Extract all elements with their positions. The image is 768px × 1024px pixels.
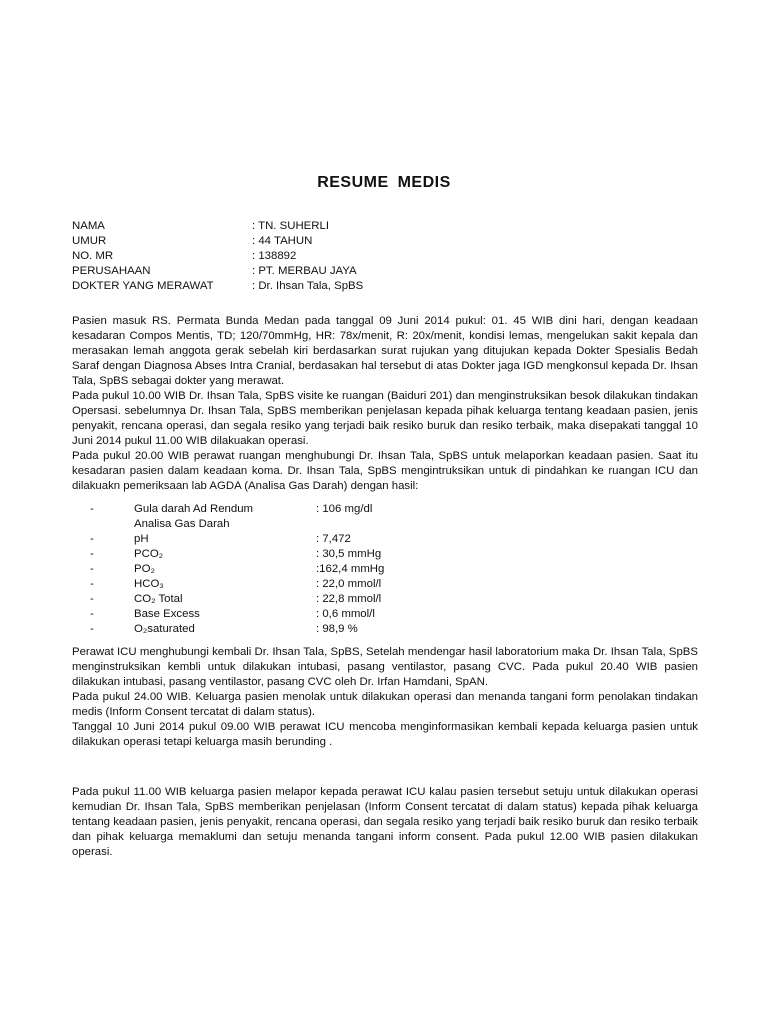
lab-value: : 106 mg/dl xyxy=(316,503,373,515)
info-label: PERUSAHAAN xyxy=(72,265,151,277)
lab-value: :162,4 mmHg xyxy=(316,563,385,575)
paragraph-family-discussion: Tanggal 10 Juni 2014 pukul 09.00 WIB perawat ICU mencoba menginformasikan kembali kepada keluarga pasien untuk dilakukan operasi tetapi keluarga masih berunding . xyxy=(72,721,698,748)
paragraph-visite: Pada pukul 10.00 WIB Dr. Ihsan Tala, SpBS visite ke ruangan (Baiduri 201) dan menginstruksikan besok dilakukan tindakan Opersasi. sebelumnya Dr. Ihsan Tala, SpBS memberikan penjelasan kepada pihak keluarga tentang keadaan pasien, jenis penyakit, rencana operasi, dan segala resiko yang terjadi baik resiko buruk dan resiko terbaik, maka disepakati tanggal 10 Juni 2014 pukul 11.00 WIB dilakuakan operasi. xyxy=(72,390,698,447)
paragraph-icu-transfer: Pada pukul 20.00 WIB perawat ruangan menghubungi Dr. Ihsan Tala, SpBS untuk melaporkan keadaan pasien. Saat itu kesadaran pasien dalam keadaan koma. Dr. Ihsan Tala, SpBS mengintruksikan untuk di pindahkan ke ruangan ICU dan dilakuakn pemeriksaan lab AGDA (Analisa Gas Darah) dengan hasil: xyxy=(72,450,698,492)
paragraph-admission: Pasien masuk RS. Permata Bunda Medan pada tanggal 09 Juni 2014 pukul: 01. 45 WIB dini hari, dengan keadaan kesadaran Compos Mentis, TD; 120/70mmHg, HR: 78x/menit, R: 20x/menit, kondisi lemas, mengelukan sakit kepala dan merasakan lemah anggota gerak sebelah kiri berdasarkan surat rujukan yang ditujukan kepada Dokter Spesialis Bedah Saraf dengan Diagnosa Abses Intra Cranial, berdasakan hal tersebut di atas Dokter jaga IGD mengkonsul kepada Dr. Ihsan Tala, SpBS sebagai dokter yang merawat. xyxy=(72,315,698,387)
info-row xyxy=(72,249,363,264)
lab-result-item: - O₂saturated : 98,9 % xyxy=(90,623,358,635)
lab-result-item: - PCO₂ : 30,5 mmHg xyxy=(90,548,382,560)
lab-name: Gula darah Ad Rendum xyxy=(134,503,254,515)
lab-result-item: - CO₂ Total : 22,8 mmol/l xyxy=(90,593,382,605)
lab-name: PO₂ xyxy=(134,563,155,575)
lab-value: : 30,5 mmHg xyxy=(316,548,382,560)
info-value: : Dr. Ihsan Tala, SpBS xyxy=(252,280,364,292)
lab-result-item: - Gula darah Ad Rendum : 106 mg/dl xyxy=(90,503,373,515)
lab-value: : 7,472 xyxy=(316,533,351,545)
patient-info-table xyxy=(72,219,363,294)
info-value: : 138892 xyxy=(252,250,297,262)
paragraph-intubation: Perawat ICU menghubungi kembali Dr. Ihsan Tala, SpBS, Setelah mendengar hasil laboratorium maka Dr. Ihsan Tala, SpBS menginstruksikan kembli untuk dilakukan intubasi, pasang ventilastor, pasang CVC. Pada pukul 20.40 WIB pasien dilakukan intubasi, pasang ventilastor, pasang CVC oleh Dr. Irfan Hamdani, SpAN. xyxy=(72,646,698,688)
paragraph-consent-operation: Pada pukul 11.00 WIB keluarga pasien melapor kepada perawat ICU kalau pasien tersebut setuju untuk dilakukan operasi kemudian Dr. Ihsan Tala, SpBS memberikan penjelasan (Inform Consent tercatat di dalam status) kepada pihak keluarga tentang keadaan pasien, jenis penyakit, rencana operasi, dan segala resiko yang terjadi baik resiko buruk dan resiko terbaik dan pihak keluarga memaklumi dan setuju menanda tangani inform consent. Pada pukul 12.00 WIB pasien dilakukan operasi. xyxy=(72,786,698,858)
lab-name: Base Excess xyxy=(134,608,200,620)
lab-name: Analisa Gas Darah xyxy=(134,518,230,530)
info-label: NAMA xyxy=(72,220,105,232)
lab-result-item: - HCO₃ : 22,0 mmol/l xyxy=(90,578,382,590)
lab-value: : 22,0 mmol/l xyxy=(316,578,382,590)
document-title: RESUME MEDIS xyxy=(317,174,451,191)
paragraph-refusal: Pada pukul 24.00 WIB. Keluarga pasien menolak untuk dilakukan operasi dan menanda tangani form penolakan tindakan medis (Inform Consent tercatat di dalam status). xyxy=(72,691,698,718)
lab-name: O₂saturated xyxy=(134,623,195,635)
info-row xyxy=(72,219,363,234)
info-label: UMUR xyxy=(72,235,107,247)
lab-name: pH xyxy=(134,533,149,545)
info-label: DOKTER YANG MERAWAT xyxy=(72,280,214,292)
info-value: : PT. MERBAU JAYA xyxy=(252,265,357,277)
lab-result-item: - PO₂ :162,4 mmHg xyxy=(90,563,385,575)
document-content xyxy=(72,219,698,860)
lab-name: CO₂ Total xyxy=(134,593,183,605)
info-row xyxy=(72,234,363,249)
lab-value: : 98,9 % xyxy=(316,623,358,635)
info-value: : 44 TAHUN xyxy=(252,235,313,247)
lab-result-item: - pH : 7,472 xyxy=(90,533,351,545)
info-value: : TN. SUHERLI xyxy=(252,220,330,232)
info-label: NO. MR xyxy=(72,250,114,262)
info-row xyxy=(72,279,363,294)
info-row xyxy=(72,264,363,279)
lab-results-list xyxy=(72,502,698,637)
lab-result-item: - Base Excess : 0,6 mmol/l xyxy=(90,608,375,620)
lab-name: PCO₂ xyxy=(134,548,164,560)
lab-result-item xyxy=(72,517,698,532)
lab-value: : 0,6 mmol/l xyxy=(316,608,375,620)
lab-name: HCO₃ xyxy=(134,578,164,590)
lab-value: : 22,8 mmol/l xyxy=(316,593,382,605)
